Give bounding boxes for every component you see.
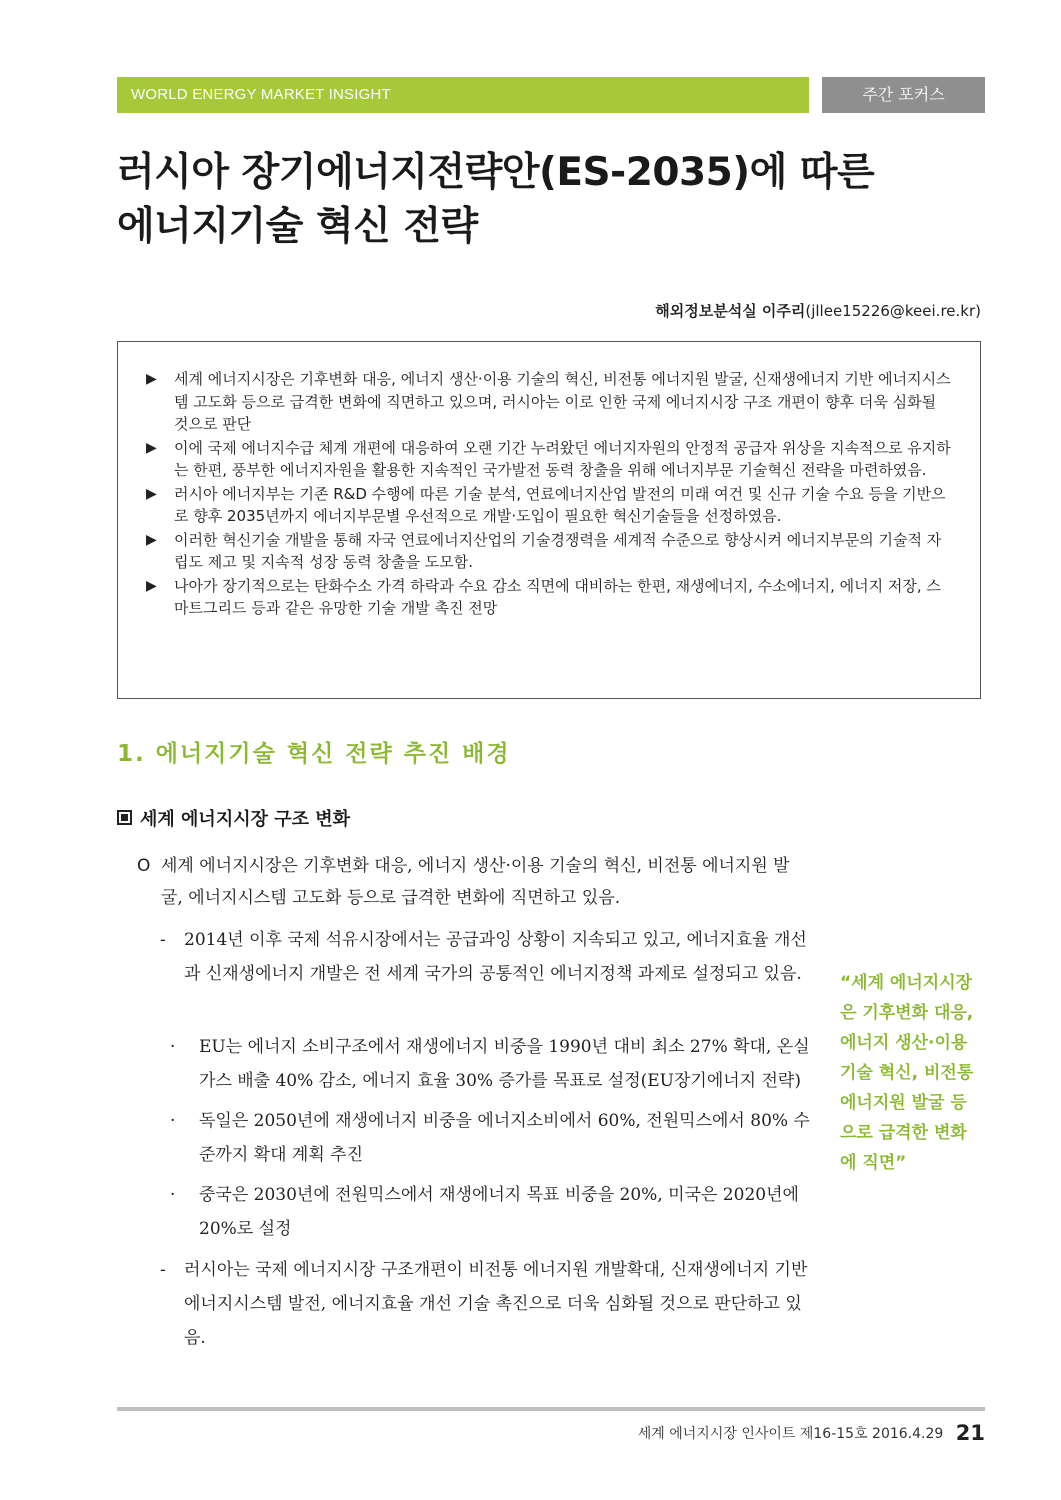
paragraph-text: 세계 에너지시장은 기후변화 대응, 에너지 생산·이용 기술의 혁신, 비전통 에너지원 발굴, 에너지시스템 고도화 등으로 급격한 변화에 직면하고 있음. xyxy=(161,856,790,908)
dot-bullet: · xyxy=(170,1185,176,1205)
summary-text: 세계 에너지시장은 기후변화 대응, 에너지 생산·이용 기술의 혁신, 비전통 에너지원 발굴, 신재생에너지 기반 에너지시스템 고도화 등으로 급격한 변화에 직면하고 있으며, 러시아는 이로 인한 국제 에너지시장 구조 개편이 향후 더욱 심화될 것으로 판단 xyxy=(174,370,951,433)
section-tab-label: 주간 포커스 xyxy=(862,85,945,104)
dot-bullet: · xyxy=(170,1111,176,1131)
series-title-bar xyxy=(117,77,809,113)
triangle-bullet-icon: ▶ xyxy=(146,439,157,456)
paragraph-text: 러시아는 국제 에너지시장 구조개편이 비전통 에너지원 개발확대, 신재생에너지 기반 에너지시스템 발전, 에너지효율 개선 기술 촉진으로 더욱 심화될 것으로 판단하고 있음. xyxy=(184,1260,808,1348)
sub-heading xyxy=(117,805,350,831)
author-email: (jllee15226@keei.re.kr) xyxy=(805,302,981,320)
summary-text: 나아가 장기적으로는 탄화수소 가격 하락과 수요 감소 직면에 대비하는 한편, 재생에너지, 수소에너지, 에너지 저장, 스마트그리드 등과 같은 유망한 기술 개발 촉진 전망 xyxy=(174,576,941,617)
summary-item xyxy=(146,368,954,436)
triangle-bullet-icon: ▶ xyxy=(146,531,157,548)
bullet-text: 중국은 2030년에 전원믹스에서 재생에너지 목표 비중을 20%, 미국은 2020년에 20%로 설정 xyxy=(199,1185,799,1239)
title-line-2: 에너지기술 혁신 전략 xyxy=(117,204,478,249)
title-line-1: 러시아 장기에너지전략안(ES-2035)에 따른 xyxy=(117,150,875,195)
summary-item xyxy=(146,483,954,528)
summary-text: 이에 국제 에너지수급 체계 개편에 대응하여 오랜 기간 누려왔던 에너지자원의 안정적 공급자 위상을 지속적으로 유지하는 한편, 풍부한 에너지자원을 활용한 지속적인 국가발전 동력 창출을 위해 에너지부문 기술혁신 전략을 마련하였음. xyxy=(174,438,951,479)
dot-bullet-item xyxy=(170,1178,810,1246)
page-footer xyxy=(638,1421,985,1445)
bullet-text: EU는 에너지 소비구조에서 재생에너지 비중을 1990년 대비 최소 27% 확대, 온실가스 배출 40% 감소, 에너지 효율 30% 증가를 목표로 설정(EU장기에너지 전략) xyxy=(199,1037,810,1091)
footer-divider xyxy=(117,1407,985,1411)
summary-text: 러시아 에너지부는 기존 R&D 수행에 따른 기술 분석, 연료에너지산업 발전의 미래 여건 및 신규 기술 수요 등을 기반으로 향후 2035년까지 에너지부문별 우선적으로 개발·도입이 필요한 혁신기술들을 선정하였음. xyxy=(174,484,946,525)
issue-info: 제16-15호 2016.4.29 xyxy=(799,1426,944,1442)
dot-bullet-item xyxy=(170,1030,810,1098)
triangle-bullet-icon: ▶ xyxy=(146,485,157,502)
series-title: WORLD ENERGY MARKET INSIGHT xyxy=(131,86,391,103)
filled-square-icon xyxy=(117,810,132,825)
section-heading: 1. 에너지기술 혁신 전략 추진 배경 xyxy=(117,741,511,767)
circle-bullet-icon: O xyxy=(137,856,151,876)
dot-bullet: · xyxy=(170,1037,176,1057)
dash-paragraph xyxy=(160,1253,810,1355)
summary-text: 이러한 혁신기술 개발을 통해 자국 연료에너지산업의 기술경쟁력을 세계적 수준으로 향상시켜 에너지부문의 기술적 자립도 제고 및 지속적 성장 동력 창출을 도모함. xyxy=(174,530,942,571)
dash-paragraph xyxy=(160,923,810,991)
sub-heading-text: 세계 에너지시장 구조 변화 xyxy=(140,809,351,830)
paragraph-text: 2014년 이후 국제 석유시장에서는 공급과잉 상황이 지속되고 있고, 에너지효율 개선과 신재생에너지 개발은 전 세계 국가의 공통적인 에너지정책 과제로 설정되고 있음. xyxy=(184,930,807,984)
triangle-bullet-icon: ▶ xyxy=(146,371,157,387)
circle-paragraph xyxy=(137,850,809,914)
summary-item xyxy=(146,529,954,574)
triangle-bullet-icon: ▶ xyxy=(146,577,157,594)
dash-bullet: - xyxy=(160,930,166,950)
side-pull-quote: “세계 에너지시장은 기후변화 대응, 에너지 생산·이용 기술 혁신, 비전통 에너지원 발굴 등으로 급격한 변화에 직면” xyxy=(840,973,974,1173)
summary-box xyxy=(117,341,981,699)
page-number: 21 xyxy=(955,1421,985,1445)
article-title xyxy=(117,146,977,254)
summary-item xyxy=(146,575,954,620)
publication-name: 세계 에너지시장 인사이트 xyxy=(637,1426,796,1442)
bullet-text: 독일은 2050년에 재생에너지 비중을 에너지소비에서 60%, 전원믹스에서 80% 수준까지 확대 계획 추진 xyxy=(199,1111,810,1165)
author-line xyxy=(655,300,981,321)
summary-item xyxy=(146,437,954,482)
section-tab xyxy=(822,77,985,113)
author-name: 해외정보분석실 이주리 xyxy=(655,302,806,320)
dash-bullet: - xyxy=(160,1260,166,1280)
dot-bullet-item xyxy=(170,1104,810,1172)
